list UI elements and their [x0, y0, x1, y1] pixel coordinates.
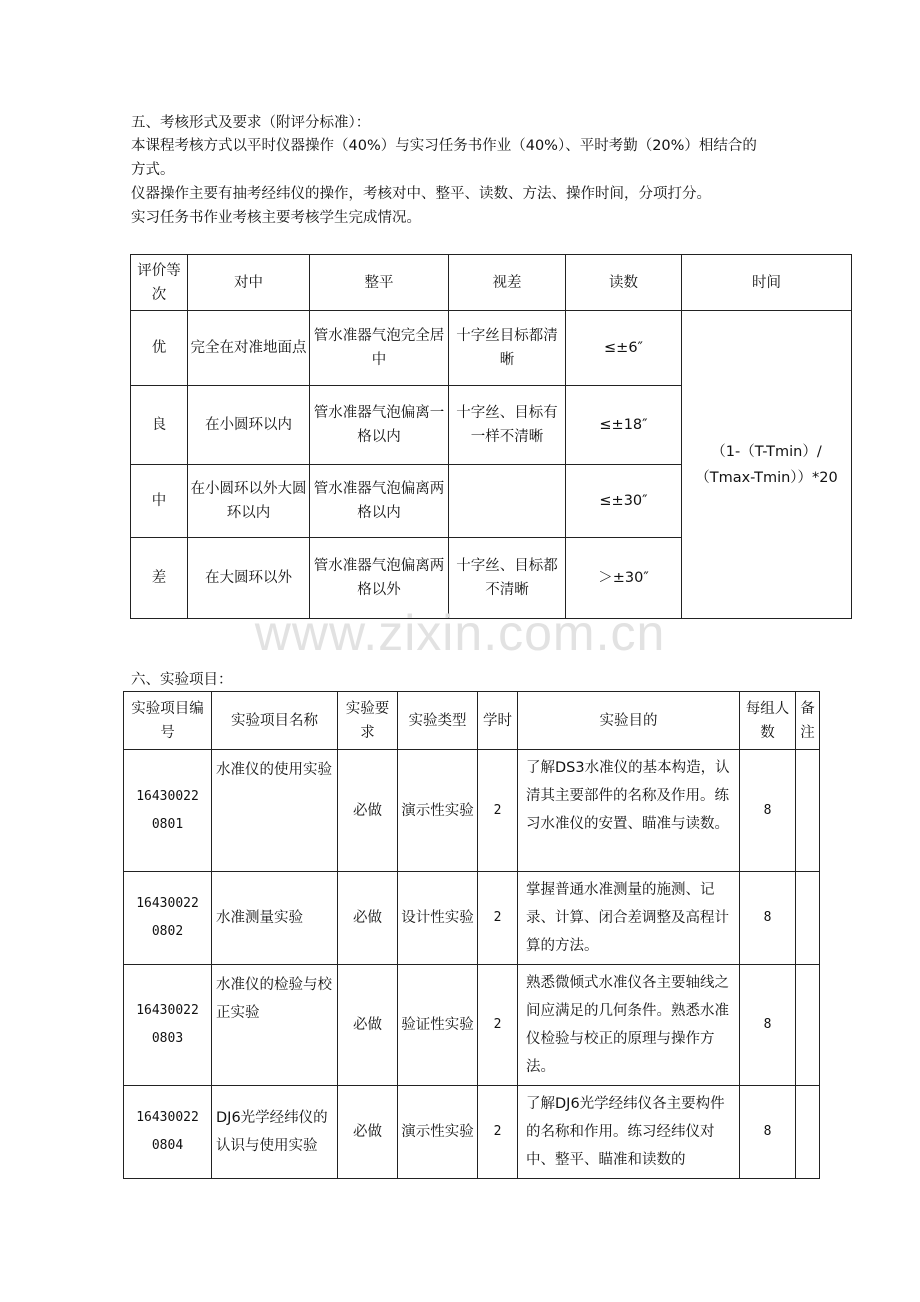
assessment-method-line-1: 本课程考核方式以平时仪器操作（40%）与实习任务书作业（40%）、平时考勤（20%）相结合的 — [131, 138, 757, 154]
centering-cell: 在小圆环以内 — [188, 386, 310, 465]
reading-cell: ≤±30″ — [566, 465, 682, 538]
grade-cell: 中 — [131, 465, 188, 538]
hours-cell: 2 — [478, 965, 518, 1086]
experiment-id-cell — [124, 1086, 212, 1179]
note-cell — [796, 965, 820, 1086]
requirement-cell: 必做 — [338, 750, 398, 872]
header-time: 时间 — [682, 255, 852, 311]
leveling-cell: 管水准器气泡偏离一格以内 — [310, 386, 449, 465]
type-cell: 演示性实验 — [398, 1086, 478, 1179]
requirement-cell: 必做 — [338, 965, 398, 1086]
parallax-cell: 十字丝、目标都不清晰 — [449, 538, 566, 619]
grading-header-row — [131, 255, 852, 311]
experiment-name-cell: 水准仪的检验与校正实验 — [212, 965, 338, 1086]
reading-cell: ≤±18″ — [566, 386, 682, 465]
experiment-id-cell — [124, 872, 212, 965]
assessment-method-line-2: 方式。 — [131, 162, 175, 178]
centering-cell: 在小圆环以外大圆环以内 — [188, 465, 310, 538]
header-type: 实验类型 — [398, 692, 478, 750]
reading-cell: ≤±6″ — [566, 311, 682, 386]
header-experiment-name: 实验项目名称 — [212, 692, 338, 750]
header-centering: 对中 — [188, 255, 310, 311]
experiment-id-cell — [124, 750, 212, 872]
parallax-cell: 十字丝目标都清晰 — [449, 311, 566, 386]
experiment-table — [123, 691, 820, 1179]
requirement-cell: 必做 — [338, 1086, 398, 1179]
leveling-cell: 管水准器气泡偏离两格以外 — [310, 538, 449, 619]
header-group-size: 每组人数 — [740, 692, 796, 750]
instrument-operation-text: 仪器操作主要有抽考经纬仪的操作，考核对中、整平、读数、方法、操作时间，分项打分。 — [131, 186, 711, 202]
id-part-b: 0803 — [151, 1031, 184, 1046]
id-part-a: 16430022 — [136, 1003, 199, 1018]
experiment-name-cell: 水准仪的使用实验 — [212, 750, 338, 872]
purpose-cell: 熟悉微倾式水准仪各主要轴线之间应满足的几何条件。熟悉水准仪检验与校正的原理与操作方法。 — [518, 965, 740, 1086]
note-cell — [796, 872, 820, 965]
header-purpose: 实验目的 — [518, 692, 740, 750]
reading-cell: ＞±30″ — [566, 538, 682, 619]
header-reading: 读数 — [566, 255, 682, 311]
id-part-a: 16430022 — [136, 896, 199, 911]
experiment-row — [124, 872, 820, 965]
experiment-header-row — [124, 692, 820, 750]
note-cell — [796, 1086, 820, 1179]
parallax-cell: 十字丝、目标有一样不清晰 — [449, 386, 566, 465]
leveling-cell: 管水准器气泡完全居中 — [310, 311, 449, 386]
watermark-text: www.zixin.com.cn — [254, 605, 666, 661]
id-part-b: 0802 — [151, 924, 184, 939]
type-cell: 设计性实验 — [398, 872, 478, 965]
grading-row — [131, 311, 852, 386]
section-5-heading: 五、考核形式及要求（附评分标准）： — [131, 115, 371, 131]
header-requirement: 实验要求 — [338, 692, 398, 750]
grade-cell: 良 — [131, 386, 188, 465]
hours-cell: 2 — [478, 750, 518, 872]
centering-cell: 在大圆环以外 — [188, 538, 310, 619]
time-formula-cell: （1-（T-Tmin）/（Tmax-Tmin））*20 — [682, 311, 852, 619]
group-size-cell: 8 — [740, 750, 796, 872]
group-size-cell: 8 — [740, 965, 796, 1086]
centering-cell: 完全在对准地面点 — [188, 311, 310, 386]
group-size-cell: 8 — [740, 872, 796, 965]
hours-cell: 2 — [478, 872, 518, 965]
purpose-cell: 了解DJ6光学经纬仪各主要构件的名称和作用。练习经纬仪对中、整平、瞄准和读数的 — [518, 1086, 740, 1179]
id-part-b: 0801 — [151, 816, 184, 832]
id-part-a: 16430022 — [136, 788, 199, 804]
header-parallax: 视差 — [449, 255, 566, 311]
note-cell — [796, 750, 820, 872]
type-cell: 验证性实验 — [398, 965, 478, 1086]
header-grade: 评价等次 — [131, 255, 188, 311]
header-hours: 学时 — [478, 692, 518, 750]
grading-table — [130, 254, 852, 619]
group-size-cell: 8 — [740, 1086, 796, 1179]
experiment-row — [124, 965, 820, 1086]
parallax-cell — [449, 465, 566, 538]
hours-cell: 2 — [478, 1086, 518, 1179]
id-part-a: 16430022 — [136, 1110, 199, 1125]
experiment-row — [124, 750, 820, 872]
experiment-id-cell — [124, 965, 212, 1086]
task-book-text: 实习任务书作业考核主要考核学生完成情况。 — [131, 210, 421, 226]
type-cell: 演示性实验 — [398, 750, 478, 872]
experiment-name-cell: 水准测量实验 — [212, 872, 338, 965]
header-experiment-id: 实验项目编号 — [124, 692, 212, 750]
experiment-name-cell: DJ6光学经纬仪的认识与使用实验 — [212, 1086, 338, 1179]
section-6-heading: 六、实验项目： — [131, 672, 233, 688]
leveling-cell: 管水准器气泡偏离两格以内 — [310, 465, 449, 538]
grade-cell: 差 — [131, 538, 188, 619]
requirement-cell: 必做 — [338, 872, 398, 965]
purpose-cell: 了解DS3水准仪的基本构造，认清其主要部件的名称及作用。练习水准仪的安置、瞄准与读数。 — [518, 750, 740, 872]
grade-cell: 优 — [131, 311, 188, 386]
experiment-row — [124, 1086, 820, 1179]
id-part-b: 0804 — [151, 1138, 184, 1153]
purpose-cell: 掌握普通水准测量的施测、记录、计算、闭合差调整及高程计算的方法。 — [518, 872, 740, 965]
header-note: 备注 — [796, 692, 820, 750]
header-leveling: 整平 — [310, 255, 449, 311]
